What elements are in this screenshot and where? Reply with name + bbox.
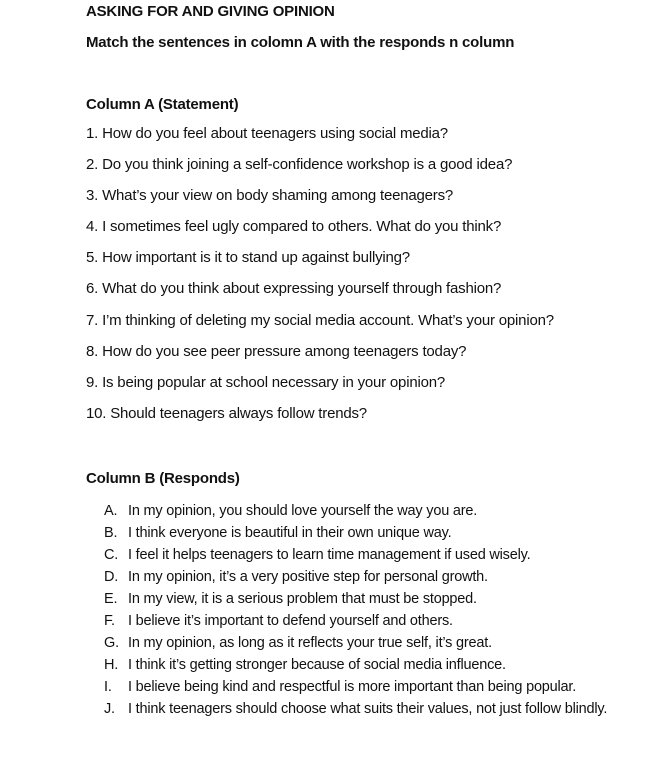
column-a-item: 1. How do you feel about teenagers using social media? — [86, 125, 448, 142]
column-b-item — [104, 500, 639, 522]
column-a-item: 10. Should teenagers always follow trends? — [86, 404, 367, 422]
column-b-item — [104, 654, 639, 676]
item-text: In my opinion, you should love yourself the way you are. — [128, 503, 478, 519]
column-b-item — [104, 588, 639, 610]
item-letter: I. — [104, 679, 112, 695]
item-text: In my opinion, it’s a very positive step for personal growth. — [128, 569, 488, 585]
column-b-item — [104, 610, 639, 632]
column-b-heading: Column B (Responds) — [86, 470, 240, 487]
item-text: I think teenagers should choose what suits their values, not just follow blindly. — [128, 701, 608, 717]
column-b-item — [104, 544, 639, 566]
item-letter: G. — [104, 635, 119, 651]
item-letter: C. — [104, 547, 119, 563]
instruction-text: Match the sentences in colomn A with the responds n column — [86, 34, 515, 51]
item-letter: H. — [104, 657, 119, 673]
item-letter: D. — [104, 569, 119, 585]
column-a-item: 5. How important is it to stand up against bullying? — [86, 249, 410, 267]
column-b-item — [104, 566, 639, 588]
item-letter: F. — [104, 613, 115, 629]
column-b-item — [104, 632, 639, 654]
column-b-item — [104, 676, 639, 698]
column-a-heading: Column A (Statement) — [86, 96, 239, 113]
column-b-list — [104, 500, 639, 720]
column-a-item: 2. Do you think joining a self-confidence workshop is a good idea? — [86, 156, 513, 174]
column-a-list — [86, 125, 554, 436]
item-text: I feel it helps teenagers to learn time management if used wisely. — [128, 547, 531, 563]
page-title: ASKING FOR AND GIVING OPINION — [86, 3, 335, 20]
column-a-item: 7. I’m thinking of deleting my social media account. What’s your opinion? — [86, 311, 554, 329]
item-letter: J. — [104, 701, 115, 717]
item-letter: E. — [104, 591, 118, 607]
column-a-item: 8. How do you see peer pressure among teenagers today? — [86, 342, 467, 360]
column-a-item: 6. What do you think about expressing yourself through fashion? — [86, 280, 502, 298]
item-text: I believe being kind and respectful is more important than being popular. — [128, 679, 577, 695]
column-b-item — [104, 522, 639, 544]
item-text: I think everyone is beautiful in their own unique way. — [128, 525, 452, 541]
column-b-item — [104, 698, 639, 720]
item-text: In my view, it is a serious problem that must be stopped. — [128, 591, 477, 607]
column-a-item: 4. I sometimes feel ugly compared to others. What do you think? — [86, 218, 502, 236]
item-letter: B. — [104, 525, 118, 541]
item-text: In my opinion, as long as it reflects your true self, it’s great. — [128, 635, 492, 651]
item-text: I believe it’s important to defend yourself and others. — [128, 613, 453, 629]
column-a-item: 9. Is being popular at school necessary in your opinion? — [86, 373, 446, 391]
item-text: I think it’s getting stronger because of social media influence. — [128, 657, 506, 673]
column-a-item: 3. What’s your view on body shaming among teenagers? — [86, 187, 454, 205]
item-letter: A. — [104, 503, 118, 519]
